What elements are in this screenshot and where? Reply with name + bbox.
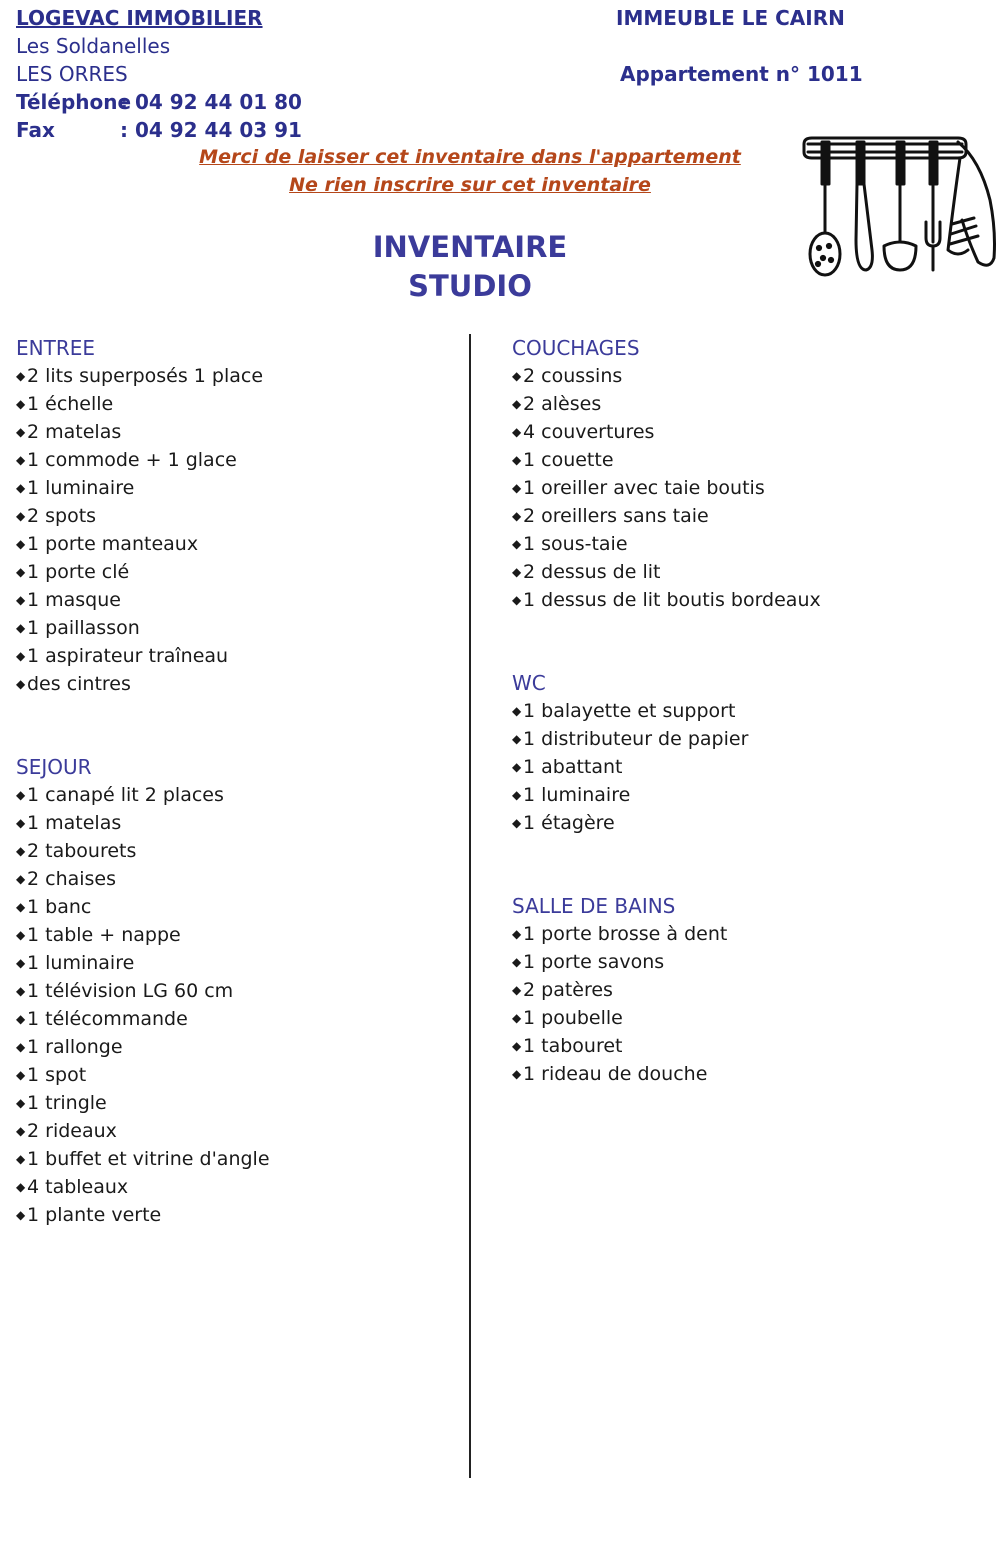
list-item bbox=[16, 1089, 270, 1117]
bullet-diamond-icon: ◆ bbox=[16, 1180, 26, 1194]
list-item bbox=[512, 725, 821, 753]
list-item bbox=[512, 781, 821, 809]
list-item bbox=[16, 949, 270, 977]
list-item bbox=[512, 948, 821, 976]
item-label: 1 poubelle bbox=[523, 1007, 623, 1029]
item-label: 1 télécommande bbox=[27, 1008, 188, 1030]
bullet-diamond-icon: ◆ bbox=[16, 788, 26, 802]
item-label: 1 luminaire bbox=[27, 477, 135, 499]
bullet-diamond-icon: ◆ bbox=[16, 816, 26, 830]
list-item bbox=[512, 418, 821, 446]
item-label: 1 dessus de lit boutis bordeaux bbox=[523, 589, 821, 611]
bullet-diamond-icon: ◆ bbox=[16, 900, 26, 914]
item-label: 1 porte brosse à dent bbox=[523, 923, 728, 945]
item-label: 1 canapé lit 2 places bbox=[27, 784, 224, 806]
item-label: 4 tableaux bbox=[27, 1176, 129, 1198]
bullet-diamond-icon: ◆ bbox=[512, 397, 522, 411]
bullet-diamond-icon: ◆ bbox=[512, 955, 522, 969]
bullet-diamond-icon: ◆ bbox=[512, 788, 522, 802]
item-label: 1 luminaire bbox=[27, 952, 135, 974]
bullet-diamond-icon: ◆ bbox=[512, 927, 522, 941]
phone-row bbox=[16, 90, 302, 114]
bullet-diamond-icon: ◆ bbox=[512, 760, 522, 774]
bullet-diamond-icon: ◆ bbox=[16, 397, 26, 411]
bullet-diamond-icon: ◆ bbox=[512, 983, 522, 997]
list-item bbox=[16, 614, 270, 642]
bullet-diamond-icon: ◆ bbox=[16, 928, 26, 942]
bullet-diamond-icon: ◆ bbox=[512, 816, 522, 830]
bullet-diamond-icon: ◆ bbox=[16, 1068, 26, 1082]
notice-do-not-write: Ne rien inscrire sur cet inventaire bbox=[289, 174, 651, 196]
bullet-diamond-icon: ◆ bbox=[512, 509, 522, 523]
list-item bbox=[16, 502, 270, 530]
fax-label: Fax bbox=[16, 118, 55, 142]
bullet-diamond-icon: ◆ bbox=[512, 732, 522, 746]
list-item bbox=[512, 586, 821, 614]
item-label: 1 porte savons bbox=[523, 951, 665, 973]
section-title-couchages: COUCHAGES bbox=[512, 336, 640, 360]
bullet-diamond-icon: ◆ bbox=[16, 1124, 26, 1138]
bullet-diamond-icon: ◆ bbox=[512, 565, 522, 579]
bullet-diamond-icon: ◆ bbox=[512, 1067, 522, 1081]
bullet-diamond-icon: ◆ bbox=[16, 509, 26, 523]
section-salle-de-bains bbox=[512, 892, 821, 1088]
bullet-diamond-icon: ◆ bbox=[16, 453, 26, 467]
bullet-diamond-icon: ◆ bbox=[16, 1096, 26, 1110]
item-label: 2 tabourets bbox=[27, 840, 137, 862]
item-label: 1 plante verte bbox=[27, 1204, 162, 1226]
bullet-diamond-icon: ◆ bbox=[512, 481, 522, 495]
section-title-wc: WC bbox=[512, 671, 546, 695]
bullet-diamond-icon: ◆ bbox=[16, 984, 26, 998]
list-item bbox=[16, 837, 270, 865]
list-item bbox=[512, 920, 821, 948]
bullet-diamond-icon: ◆ bbox=[16, 649, 26, 663]
item-label: 2 dessus de lit bbox=[523, 561, 661, 583]
bullet-diamond-icon: ◆ bbox=[16, 1012, 26, 1026]
section-couchages bbox=[512, 334, 821, 614]
fax-value: : 04 92 44 03 91 bbox=[120, 118, 302, 142]
item-label: 1 spot bbox=[27, 1064, 87, 1086]
list-item bbox=[512, 1004, 821, 1032]
list-item bbox=[16, 1173, 270, 1201]
section-title-entree: ENTREE bbox=[16, 336, 95, 360]
item-label: 1 télévision LG 60 cm bbox=[27, 980, 234, 1002]
document-title: INVENTAIRE bbox=[372, 230, 568, 264]
list-item bbox=[512, 976, 821, 1004]
item-label: 2 oreillers sans taie bbox=[523, 505, 709, 527]
list-item bbox=[512, 753, 821, 781]
bullet-diamond-icon: ◆ bbox=[16, 369, 26, 383]
item-label: 1 aspirateur traîneau bbox=[27, 645, 229, 667]
list-item bbox=[16, 418, 270, 446]
list-item bbox=[512, 446, 821, 474]
item-label: 1 tabouret bbox=[523, 1035, 623, 1057]
list-item bbox=[16, 474, 270, 502]
bullet-diamond-icon: ◆ bbox=[16, 956, 26, 970]
bullet-diamond-icon: ◆ bbox=[512, 453, 522, 467]
list-item bbox=[16, 1005, 270, 1033]
list-item bbox=[16, 1061, 270, 1089]
list-item bbox=[16, 809, 270, 837]
list-item bbox=[512, 530, 821, 558]
agency-address-line2: LES ORRES bbox=[16, 62, 128, 86]
list-item bbox=[16, 642, 270, 670]
section-title-sejour: SEJOUR bbox=[16, 755, 92, 779]
list-item bbox=[16, 1117, 270, 1145]
document-subtitle: STUDIO bbox=[408, 269, 532, 303]
bullet-diamond-icon: ◆ bbox=[16, 844, 26, 858]
item-label: 1 échelle bbox=[27, 393, 114, 415]
item-label: 1 commode + 1 glace bbox=[27, 449, 237, 471]
bullet-diamond-icon: ◆ bbox=[512, 704, 522, 718]
fax-row bbox=[16, 118, 302, 142]
item-label: 1 oreiller avec taie boutis bbox=[523, 477, 765, 499]
item-label: 4 couvertures bbox=[523, 421, 655, 443]
list-item bbox=[16, 893, 270, 921]
item-label: 2 coussins bbox=[523, 365, 623, 387]
agency-name: LOGEVAC IMMOBILIER bbox=[16, 6, 263, 30]
list-item bbox=[16, 558, 270, 586]
item-label: 1 porte manteaux bbox=[27, 533, 199, 555]
item-label: 2 patères bbox=[523, 979, 613, 1001]
list-item bbox=[16, 781, 270, 809]
item-label: 1 étagère bbox=[523, 812, 615, 834]
bullet-diamond-icon: ◆ bbox=[16, 425, 26, 439]
list-item bbox=[16, 530, 270, 558]
item-label: 2 matelas bbox=[27, 421, 122, 443]
list-item bbox=[16, 921, 270, 949]
bullet-diamond-icon: ◆ bbox=[16, 677, 26, 691]
item-label: 2 rideaux bbox=[27, 1120, 117, 1142]
right-column bbox=[512, 334, 821, 1088]
agency-address-line1: Les Soldanelles bbox=[16, 34, 171, 58]
bullet-diamond-icon: ◆ bbox=[16, 481, 26, 495]
list-item bbox=[512, 558, 821, 586]
section-title-salle-de-bains: SALLE DE BAINS bbox=[512, 894, 676, 918]
bullet-diamond-icon: ◆ bbox=[512, 537, 522, 551]
item-label: 1 banc bbox=[27, 896, 92, 918]
item-label: 2 alèses bbox=[523, 393, 602, 415]
list-item bbox=[512, 502, 821, 530]
item-label: 1 paillasson bbox=[27, 617, 140, 639]
bullet-diamond-icon: ◆ bbox=[512, 593, 522, 607]
item-label: 1 luminaire bbox=[523, 784, 631, 806]
item-label: 1 rallonge bbox=[27, 1036, 123, 1058]
list-item bbox=[16, 1201, 270, 1229]
item-label: 1 abattant bbox=[523, 756, 623, 778]
item-label: 2 lits superposés 1 place bbox=[27, 365, 264, 387]
section-wc bbox=[512, 669, 821, 837]
bullet-diamond-icon: ◆ bbox=[16, 593, 26, 607]
item-label: 1 table + nappe bbox=[27, 924, 181, 946]
list-item bbox=[16, 865, 270, 893]
item-label: 1 porte clé bbox=[27, 561, 130, 583]
notice-keep-inventory: Merci de laisser cet inventaire dans l'appartement bbox=[199, 146, 741, 168]
column-divider bbox=[469, 334, 471, 1478]
list-item bbox=[16, 586, 270, 614]
item-label: 1 tringle bbox=[27, 1092, 107, 1114]
bullet-diamond-icon: ◆ bbox=[16, 872, 26, 886]
item-label: 1 couette bbox=[523, 449, 614, 471]
list-item bbox=[512, 390, 821, 418]
item-label: 1 matelas bbox=[27, 812, 122, 834]
list-item bbox=[16, 977, 270, 1005]
item-label: 2 chaises bbox=[27, 868, 117, 890]
list-item bbox=[512, 697, 821, 725]
list-item bbox=[512, 809, 821, 837]
list-item bbox=[16, 670, 270, 698]
item-label: 1 buffet et vitrine d'angle bbox=[27, 1148, 270, 1170]
item-label: 1 masque bbox=[27, 589, 121, 611]
list-item bbox=[512, 474, 821, 502]
section-entree bbox=[16, 334, 270, 698]
list-item bbox=[16, 390, 270, 418]
bullet-diamond-icon: ◆ bbox=[512, 1011, 522, 1025]
item-label: 1 sous-taie bbox=[523, 533, 628, 555]
left-column bbox=[16, 334, 270, 1229]
list-item bbox=[16, 446, 270, 474]
item-label: 2 spots bbox=[27, 505, 97, 527]
phone-label: Téléphone bbox=[16, 90, 132, 114]
bullet-diamond-icon: ◆ bbox=[16, 1152, 26, 1166]
phone-value: : 04 92 44 01 80 bbox=[120, 90, 302, 114]
bullet-diamond-icon: ◆ bbox=[512, 369, 522, 383]
list-item bbox=[16, 362, 270, 390]
item-label: 1 balayette et support bbox=[523, 700, 736, 722]
kitchen-utensils-icon bbox=[798, 130, 998, 284]
building-name: IMMEUBLE LE CAIRN bbox=[616, 6, 845, 30]
list-item bbox=[16, 1145, 270, 1173]
item-label: des cintres bbox=[27, 673, 131, 695]
bullet-diamond-icon: ◆ bbox=[512, 1039, 522, 1053]
list-item bbox=[512, 1060, 821, 1088]
apartment-number: Appartement n° 1011 bbox=[620, 62, 863, 86]
item-label: 1 distributeur de papier bbox=[523, 728, 749, 750]
bullet-diamond-icon: ◆ bbox=[16, 565, 26, 579]
bullet-diamond-icon: ◆ bbox=[16, 621, 26, 635]
list-item bbox=[512, 362, 821, 390]
list-item bbox=[16, 1033, 270, 1061]
list-item bbox=[512, 1032, 821, 1060]
bullet-diamond-icon: ◆ bbox=[16, 1208, 26, 1222]
item-label: 1 rideau de douche bbox=[523, 1063, 708, 1085]
bullet-diamond-icon: ◆ bbox=[16, 1040, 26, 1054]
bullet-diamond-icon: ◆ bbox=[16, 537, 26, 551]
section-sejour bbox=[16, 753, 270, 1229]
bullet-diamond-icon: ◆ bbox=[512, 425, 522, 439]
